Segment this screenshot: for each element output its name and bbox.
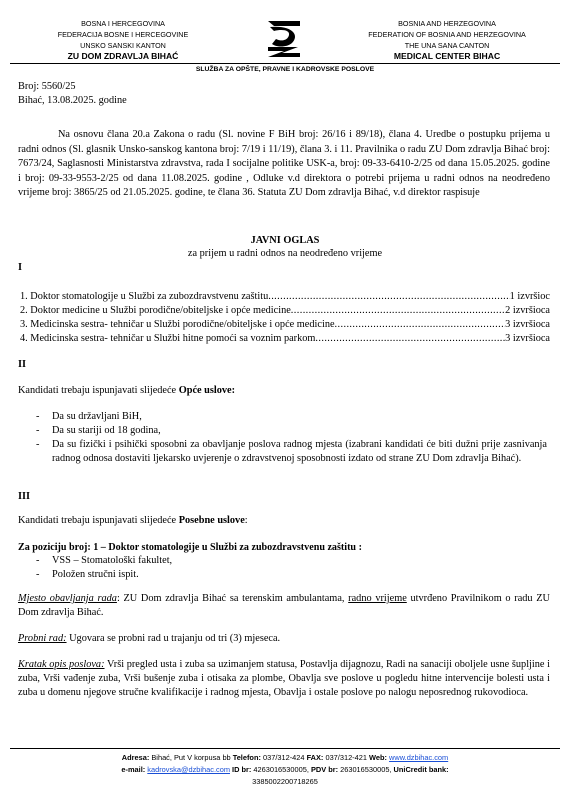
document-number: Broj: 5560/25	[18, 81, 76, 92]
position-1-requirement: Položen stručni ispit.	[52, 569, 139, 580]
letterhead-rule	[10, 63, 560, 64]
service-name: SLUŽBA ZA OPŠTE, PRAVNE I KADROVSKE POSLOVE	[195, 66, 375, 73]
letterhead-left-line: BOSNA I HERCEGOVINA	[81, 19, 165, 28]
position-item: 1. Doktor stomatologije u Službi za zubozdravstvenu zaštitu ..... 1 izvršioc	[20, 290, 550, 303]
list-dash: -	[36, 555, 40, 566]
document-place-date: Bihać, 13.08.2025. godine	[18, 95, 127, 106]
letterhead-left-name: ZU DOM ZDRAVLJA BIHAĆ	[67, 51, 179, 61]
general-conditions-intro: Kandidati trebaju ispunjavati slijedeće Opće uslove:	[18, 385, 236, 396]
duties-paragraph: Kratak opis poslova: Vrši pregled usta i zuba sa uzimanjem statusa, Postavlja dijagnozu, Radi na sanaciji oboljele usne šupljine i zuba, Vrši vađenje zuba, Vrši bušenje zuba i otisaka za plombe, Obavlja sve poslove u pogledu hitne intervencije bolesti usta i zuba u domenu njegove stručne kvalifikacije i radnog mjesta, Obavlja i ostale poslove po nalogu neposrednog rukovodioca.	[18, 659, 550, 698]
general-condition: Da su fizički i psihički sposobni za obavljanje poslova radnog mjesta (izabrani kandidati će biti dužni prije zasnivanja radnog odnosa dostaviti ljekarsko uvjerenje o zdravstvenoj sposobnosti izdato od strane ZU Dom zdravlja Bihać).	[52, 439, 547, 464]
letterhead-right-line: BOSNIA AND HERZEGOVINA	[398, 19, 496, 28]
footer-line-1: Adresa: Bihać, Put V korpusa bb Telefon: 037/312-424 FAX: 037/312-421 Web: www.dzbihac.com	[121, 753, 449, 762]
probation-paragraph: Probni rad: Ugovara se probni rad u trajanju od tri (3) mjeseca.	[18, 633, 281, 644]
special-conditions-intro: Kandidati trebaju ispunjavati slijedeće Posebne uslove:	[18, 515, 248, 526]
footer-line-2: e-mail: kadrovska@dzbihac.com ID br: 4263016530005, PDV br: 263016530005, UniCredit bank:	[121, 765, 449, 774]
section-heading: I	[18, 262, 23, 273]
intro-paragraph: Na osnovu člana 20.a Zakona o radu (Sl. novine F BiH broj: 26/16 i 89/18), člana 4. Uredbe o postupku prijema u radni odnos (Sl. glasnik Unsko-sanskog kantona broj: 7/19 i 11/19), člana 3. i 11. Pravilnika o radu ZU Dom zdravlja Bihać broj: 7673/24, Saglasnosti Ministarstva zdravstva, rada I socijalne politike USK-a, broj: 09-33-6410-2/25 od dana 15.05.2025. godine i broj: 09-33-9553-2/25 od dana 11.08.2025. godine , Odluke v.d direktora o potrebi prijema u radni odnos na neodređeno vrijeme broj: 3865/25 od 21.05.2025. godine, te člana 36. Statuta ZU Dom zdravlja Bihać, v.d direktor raspisuje	[18, 129, 550, 198]
footer	[0, 752, 570, 788]
footer-rule	[10, 748, 560, 749]
position-item: 2. Doktor medicine u Službi porodične/obiteljske i opće medicine ..... 2 izvršioca	[20, 304, 550, 317]
position-1-requirement: VSS – Stomatološki fakultet,	[52, 555, 173, 566]
notice-title: JAVNI OGLAS	[250, 235, 320, 246]
letterhead-right-name: MEDICAL CENTER BIHAC	[393, 51, 501, 61]
email-link[interactable]: kadrovska@dzbihac.com	[147, 765, 230, 774]
letterhead-right	[342, 18, 552, 62]
list-dash: -	[36, 425, 40, 436]
general-condition: Da su državljani BiH,	[52, 411, 142, 422]
position-item: 3. Medicinska sestra- tehničar u Službi porodične/obiteljske i opće medicine ..... 3 izvršioca	[20, 318, 550, 331]
general-condition: Da su stariji od 18 godina,	[52, 425, 161, 436]
letterhead-left-line: FEDERACIJA BOSNE I HERCEGOVINE	[57, 30, 189, 39]
dz-logo-icon	[262, 17, 306, 61]
website-link[interactable]: www.dzbihac.com	[389, 753, 449, 762]
section-heading: II	[18, 359, 27, 370]
letterhead-left	[18, 18, 228, 62]
letterhead-right-line: THE UNA SANA CANTON	[404, 41, 490, 50]
section-heading: III	[18, 491, 31, 502]
notice-subtitle: za prijem u radni odnos na neodređeno vrijeme	[187, 248, 383, 259]
list-dash: -	[36, 569, 40, 580]
position-1-heading: Za poziciju broj: 1 – Doktor stomatologije u Službi za zubozdravstvenu zaštitu :	[18, 542, 362, 553]
letterhead-left-line: UNSKO SANSKI KANTON	[80, 41, 166, 50]
position-item: 4. Medicinska sestra- tehničar u Službi hitne pomoći sa voznim parkom ..... 3 izvršioca	[20, 332, 550, 345]
list-dash: -	[36, 439, 40, 450]
letterhead-right-line: FEDERATION OF BOSNIA AND HERZEGOVINA	[368, 30, 526, 39]
footer-line-3: 3385002200718265	[252, 777, 318, 786]
workplace-paragraph: Mjesto obavljanja rada: ZU Dom zdravlja Bihać sa terenskim ambulantama, radno vrijeme utvrđeno Pravilnikom o radu ZU Dom zdravlja Bihać.	[18, 593, 550, 618]
list-dash: -	[36, 411, 40, 422]
